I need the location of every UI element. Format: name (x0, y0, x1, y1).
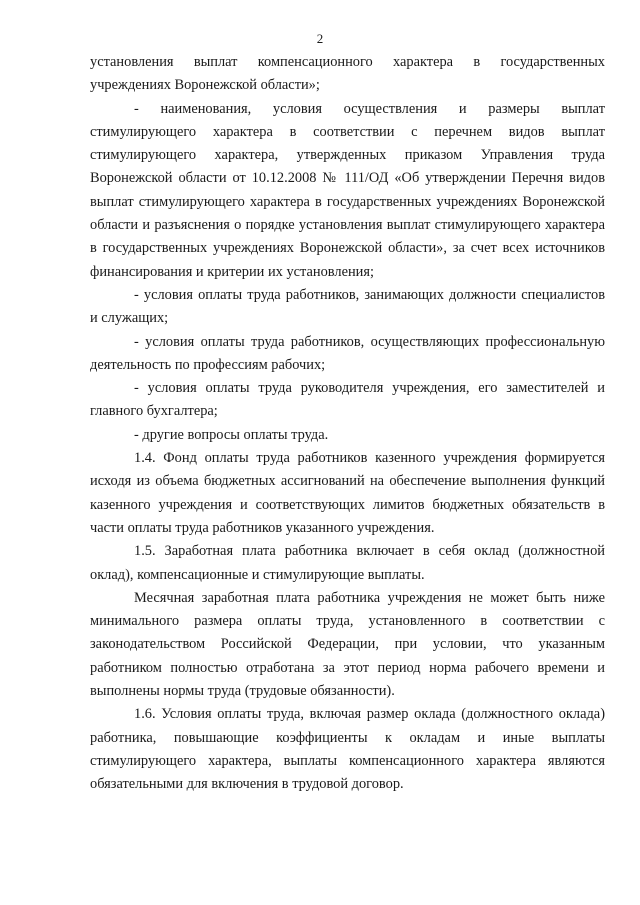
paragraph-1-4: 1.4. Фонд оплаты труда работников казенного учреждения формируется исходя из объема бюджетных ассигнований на обеспечение выполнения функций казенного учреждения и соответствующих лимитов бюджетных обязательств в части оплаты труда работников указанного учреждения. (90, 450, 605, 536)
paragraph-minimum-wage: Месячная заработная плата работника учреждения не может быть ниже минимального размера оплаты труда, установленного в соответствии с законодательством Российской Федерации, при условии, что указанным работником полностью отработана за этот период норма рабочего времени и выполнены нормы труда (трудовые обязанности). (90, 589, 605, 700)
page-number: 2 (316, 31, 324, 46)
paragraph-other-issues: - другие вопросы оплаты труда. (134, 426, 329, 443)
paragraph-management-pay: - условия оплаты труда руководителя учреждения, его заместителей и главного бухгалтера; (90, 380, 605, 420)
paragraph-specialists-pay: - условия оплаты труда работников, занимающих должности специалистов и служащих; (90, 286, 605, 327)
paragraph-1-6: 1.6. Условия оплаты труда, включая размер оклада (должностного оклада) работника, повышающие коэффициенты к окладам и иные выплаты стимулирующего характера, выплаты компенсационного характера являются обязательными для включения в трудовой договор. (90, 706, 605, 793)
paragraph-continuation: установления выплат компенсационного характера в государственных учреждениях Воронежской области»; (90, 54, 605, 94)
paragraph-1-5: 1.5. Заработная плата работника включает в себя оклад (должностной оклад), компенсационные и стимулирующие выплаты. (90, 543, 605, 583)
paragraph-stimulating-payments: - наименования, условия осуществления и размеры выплат стимулирующего характера в соответствии с перечнем видов выплат стимулирующего характера, утвержденных приказом Управления труда Воронежской области от 10.12.2008 № 111/ОД «Об утверждении Перечня видов выплат стимулирующего характера в государственных учреждениях Воронежской области и разъяснения о порядке установления выплат стимулирующего характера в государственных учреждениях Воронежской области», за счет всех источников финансирования и критерии их установления; (90, 100, 605, 280)
paragraph-workers-pay: - условия оплаты труда работников, осуществляющих профессиональную деятельность по профессиям рабочих; (90, 333, 605, 373)
document-body (90, 51, 605, 797)
